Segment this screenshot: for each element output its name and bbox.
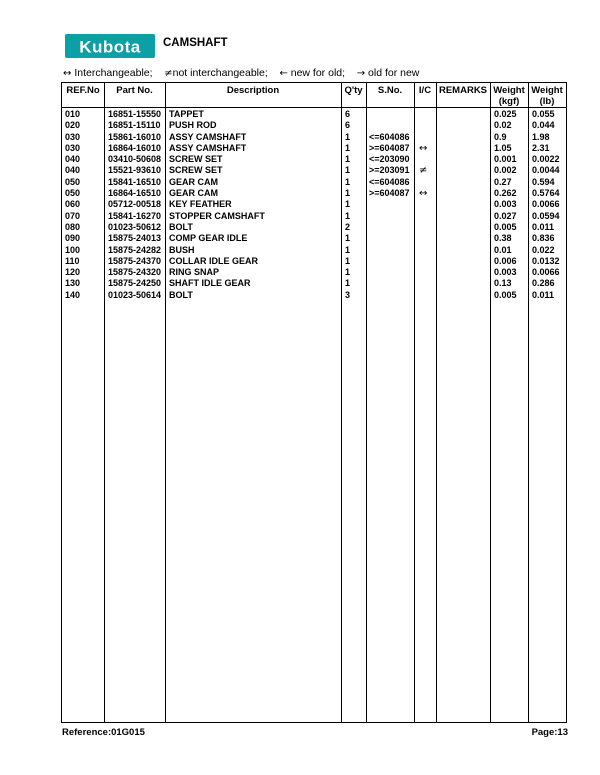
page-title: CAMSHAFT — [163, 37, 228, 49]
cell-description: COLLAR IDLE GEAR — [169, 255, 258, 266]
cell-ref: 030 — [65, 131, 81, 142]
header-weight-kgf-line2: (kgf) — [498, 96, 520, 107]
header-remarks: REMARKS — [438, 85, 488, 96]
cell-part-no: 01023-50614 — [108, 289, 162, 300]
cell-qty: 1 — [345, 244, 351, 255]
cell-description: TAPPET — [169, 109, 204, 119]
cell-part-no: 16864-16010 — [108, 142, 162, 153]
cell-ref: 040 — [65, 165, 81, 176]
kubota-logo — [65, 34, 155, 58]
cell-weight-kgf: 0.38 — [494, 233, 512, 244]
interchangeable-icon: ↔ — [63, 68, 72, 79]
cell-qty: 2 — [345, 221, 351, 232]
cell-description: BOLT — [169, 289, 193, 300]
cell-part-no: 15875-24320 — [108, 267, 162, 278]
cell-serial-no: >=604087 — [369, 142, 410, 153]
cell-weight-lb: 0.594 — [532, 176, 555, 187]
cell-qty: 1 — [345, 199, 351, 210]
header-ref: REF.No — [66, 85, 100, 96]
table-row — [62, 154, 566, 165]
cell-part-no: 15841-16270 — [108, 210, 162, 221]
cell-ref: 030 — [65, 142, 81, 153]
cell-description: SCREW SET — [169, 165, 223, 176]
cell-ref: 090 — [65, 233, 81, 244]
cell-serial-no: >=203091 — [369, 165, 410, 176]
cell-weight-lb: 0.0044 — [532, 165, 560, 176]
cell-serial-no: <=604086 — [369, 131, 410, 142]
legend-not-interchangeable: not interchangeable; — [172, 67, 268, 79]
legend-old-for-new: old for new — [368, 67, 420, 79]
table-row — [62, 290, 566, 301]
cell-weight-kgf: 0.025 — [494, 109, 517, 119]
header-divider — [62, 107, 566, 108]
cell-ref: 100 — [65, 244, 81, 255]
table-row — [62, 245, 566, 256]
cell-ref: 130 — [65, 278, 81, 289]
page-number: Page:13 — [531, 727, 568, 738]
cell-ref: 120 — [65, 267, 81, 278]
cell-qty: 6 — [345, 120, 351, 131]
table-body — [62, 109, 566, 301]
cell-qty: 1 — [345, 165, 351, 176]
cell-part-no: 15875-24250 — [108, 278, 162, 289]
cell-qty: 1 — [345, 154, 351, 165]
table-row — [62, 267, 566, 278]
cell-serial-no: <=604086 — [369, 176, 410, 187]
header-qty: Q'ty — [344, 85, 363, 96]
cell-serial-no: >=604087 — [369, 188, 410, 199]
cell-weight-lb: 0.011 — [532, 289, 555, 300]
cell-qty: 1 — [345, 188, 351, 199]
cell-weight-lb: 0.0594 — [532, 210, 560, 221]
legend-interchangeable: Interchangeable; — [74, 67, 153, 79]
table-row — [62, 188, 566, 199]
header-ic: I/C — [418, 85, 432, 96]
cell-part-no: 15841-16510 — [108, 176, 162, 187]
cell-ref: 060 — [65, 199, 81, 210]
table-row — [62, 222, 566, 233]
cell-description: GEAR CAM — [169, 176, 218, 187]
cell-part-no: 16851-15550 — [108, 109, 162, 119]
cell-weight-lb: 0.022 — [532, 244, 555, 255]
cell-weight-kgf: 0.005 — [494, 289, 517, 300]
cell-part-no: 15861-16010 — [108, 131, 162, 142]
cell-part-no: 01023-50612 — [108, 221, 162, 232]
cell-part-no: 15521-93610 — [108, 165, 162, 176]
cell-qty: 3 — [345, 289, 351, 300]
cell-weight-kgf: 0.9 — [494, 131, 507, 142]
cell-ref: 020 — [65, 120, 81, 131]
cell-serial-no: <=203090 — [369, 154, 410, 165]
cell-weight-lb: 0.0066 — [532, 199, 560, 210]
cell-weight-lb: 0.836 — [532, 233, 555, 244]
table-row — [62, 120, 566, 131]
cell-ref: 040 — [65, 154, 81, 165]
reference-label: Reference:01G015 — [62, 727, 145, 738]
cell-description: GEAR CAM — [169, 188, 218, 199]
cell-weight-kgf: 0.003 — [494, 199, 517, 210]
cell-description: ASSY CAMSHAFT — [169, 131, 247, 142]
cell-description: ASSY CAMSHAFT — [169, 142, 247, 153]
cell-qty: 6 — [345, 109, 351, 119]
cell-weight-kgf: 0.005 — [494, 221, 517, 232]
cell-weight-lb: 1.98 — [532, 131, 550, 142]
cell-weight-kgf: 0.27 — [494, 176, 512, 187]
table-row — [62, 165, 566, 176]
cell-weight-kgf: 0.13 — [494, 278, 512, 289]
cell-qty: 1 — [345, 267, 351, 278]
header-serial-no: S.No. — [377, 85, 403, 96]
cell-weight-kgf: 0.003 — [494, 267, 517, 278]
cell-part-no: 15875-24013 — [108, 233, 162, 244]
cell-ref: 050 — [65, 188, 81, 199]
cell-ref: 080 — [65, 221, 81, 232]
cell-weight-kgf: 0.01 — [494, 244, 512, 255]
cell-weight-kgf: 0.001 — [494, 154, 517, 165]
cell-qty: 1 — [345, 278, 351, 289]
legend — [63, 67, 419, 79]
cell-qty: 1 — [345, 233, 351, 244]
cell-description: RING SNAP — [169, 267, 220, 278]
cell-ref: 140 — [65, 289, 81, 300]
cell-qty: 1 — [345, 131, 351, 142]
old-for-new-icon: → — [356, 68, 366, 79]
cell-ref: 110 — [65, 255, 80, 266]
table-row — [62, 199, 566, 210]
cell-description: COMP GEAR IDLE — [169, 233, 248, 244]
table-row — [62, 109, 566, 120]
cell-weight-lb: 2.31 — [532, 142, 550, 153]
cell-description: PUSH ROD — [169, 120, 217, 131]
cell-description: STOPPER CAMSHAFT — [169, 210, 265, 221]
cell-ic: ↔ — [419, 142, 428, 154]
legend-new-for-old: new for old; — [290, 67, 346, 79]
cell-description: BOLT — [169, 221, 193, 232]
table-row — [62, 278, 566, 289]
cell-weight-lb: 0.5764 — [532, 188, 560, 199]
cell-weight-lb: 0.0022 — [532, 154, 560, 165]
header-weight-lb-line2: (lb) — [539, 96, 555, 107]
header-weight-kgf-line1: Weight — [493, 85, 525, 96]
header-weight-lb-line1: Weight — [531, 85, 563, 96]
cell-part-no: 05712-00518 — [108, 199, 162, 210]
table-row — [62, 143, 566, 154]
cell-ref: 070 — [65, 210, 81, 221]
table-row — [62, 256, 566, 267]
cell-qty: 1 — [345, 255, 351, 266]
header-description: Description — [226, 85, 280, 96]
cell-weight-kgf: 1.05 — [494, 142, 512, 153]
table-row — [62, 233, 566, 244]
new-for-old-icon: ← — [279, 68, 288, 79]
cell-description: BUSH — [169, 244, 195, 255]
cell-weight-kgf: 0.262 — [494, 188, 517, 199]
cell-part-no: 15875-24282 — [108, 244, 162, 255]
header-weight-lb — [528, 85, 566, 107]
cell-part-no: 03410-50608 — [108, 154, 162, 165]
parts-table — [61, 82, 567, 723]
table-row — [62, 211, 566, 222]
cell-qty: 1 — [345, 142, 351, 153]
cell-ref: 010 — [65, 109, 81, 119]
cell-weight-lb: 0.0066 — [532, 267, 560, 278]
cell-part-no: 16851-15110 — [108, 120, 161, 131]
table-row — [62, 177, 566, 188]
not-interchangeable-icon: ≠ — [164, 68, 173, 79]
cell-weight-lb: 0.011 — [532, 221, 555, 232]
cell-weight-lb: 0.0132 — [532, 255, 560, 266]
header-weight-kgf — [490, 85, 528, 107]
cell-description: KEY FEATHER — [169, 199, 232, 210]
header-part-no: Part No. — [116, 85, 153, 96]
cell-weight-kgf: 0.02 — [494, 120, 512, 131]
cell-weight-kgf: 0.006 — [494, 255, 517, 266]
cell-qty: 1 — [345, 210, 351, 221]
cell-qty: 1 — [345, 176, 351, 187]
logo-text: Kubota — [79, 37, 141, 57]
cell-part-no: 15875-24370 — [108, 255, 162, 266]
cell-ref: 050 — [65, 176, 81, 187]
cell-weight-lb: 0.055 — [532, 109, 555, 119]
cell-weight-kgf: 0.002 — [494, 165, 517, 176]
table-row — [62, 132, 566, 143]
cell-part-no: 16864-16510 — [108, 188, 162, 199]
cell-description: SHAFT IDLE GEAR — [169, 278, 251, 289]
cell-weight-lb: 0.044 — [532, 120, 555, 131]
cell-weight-lb: 0.286 — [532, 278, 555, 289]
cell-ic: ↔ — [419, 188, 428, 200]
cell-description: SCREW SET — [169, 154, 223, 165]
cell-weight-kgf: 0.027 — [494, 210, 517, 221]
cell-ic: ≠ — [419, 165, 428, 177]
